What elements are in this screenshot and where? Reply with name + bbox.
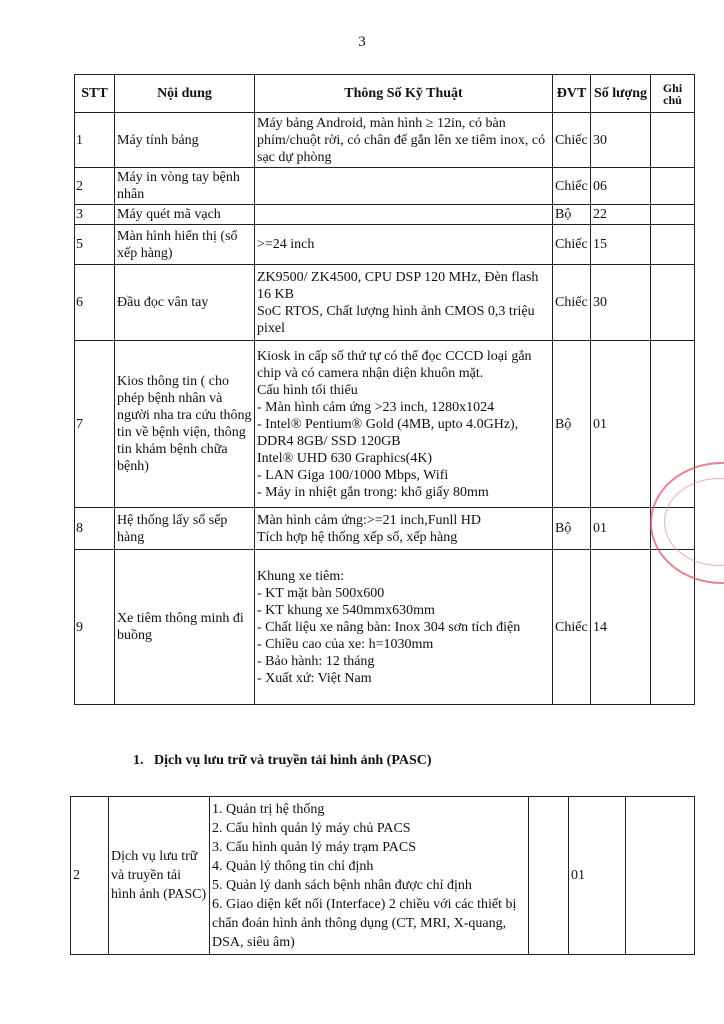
- row-specs: Máy bảng Android, màn hình ≥ 12in, có bàn phím/chuột rời, có chân đế gắn lên xe tiêm inox, có sạc dự phòng: [255, 113, 553, 168]
- row-stt: 9: [75, 550, 115, 705]
- row-quantity: 01: [591, 341, 651, 508]
- row-unit: Bộ: [553, 341, 591, 508]
- row-notes: [651, 205, 695, 225]
- row-content: Kios thông tin ( cho phép bệnh nhân và người nha tra cứu thông tin về bệnh viện, thông tin khám bệnh chữa bệnh): [115, 341, 255, 508]
- row-quantity: 30: [591, 113, 651, 168]
- pacs-service-table: [70, 796, 695, 955]
- row-unit: Bộ: [553, 205, 591, 225]
- table-row: [75, 225, 695, 265]
- pacs-stt: 2: [71, 797, 109, 955]
- row-content: Máy quét mã vạch: [115, 205, 255, 225]
- row-notes: [651, 113, 695, 168]
- row-unit: Chiếc: [553, 168, 591, 205]
- row-stt: 5: [75, 225, 115, 265]
- row-notes: [651, 168, 695, 205]
- section-heading: [133, 753, 432, 769]
- table-row: [75, 205, 695, 225]
- table-row: [75, 265, 695, 341]
- row-content: Màn hình hiển thị (số xếp hàng): [115, 225, 255, 265]
- section-title: Dịch vụ lưu trữ và truyền tải hình ảnh (PASC): [154, 753, 432, 768]
- row-notes: [651, 225, 695, 265]
- row-stt: 3: [75, 205, 115, 225]
- header-unit: ĐVT: [553, 75, 591, 113]
- row-unit: Bộ: [553, 508, 591, 550]
- pacs-quantity: 01: [569, 797, 626, 955]
- row-quantity: 01: [591, 508, 651, 550]
- row-content: Đầu đọc vân tay: [115, 265, 255, 341]
- equipment-spec-table: [74, 74, 695, 705]
- header-quantity: Số lượng: [591, 75, 651, 113]
- row-stt: 7: [75, 341, 115, 508]
- page-number: 3: [358, 34, 366, 50]
- table-row: [75, 341, 695, 508]
- row-unit: Chiếc: [553, 113, 591, 168]
- row-specs: [255, 205, 553, 225]
- table-row: [75, 508, 695, 550]
- table-row: [75, 550, 695, 705]
- table-row: [75, 168, 695, 205]
- row-unit: Chiếc: [553, 265, 591, 341]
- row-content: Hệ thống lấy số sếp hàng: [115, 508, 255, 550]
- header-specs: Thông Số Kỹ Thuật: [255, 75, 553, 113]
- pacs-notes: [626, 797, 695, 955]
- header-content: Nội dung: [115, 75, 255, 113]
- row-specs: Kiosk in cấp số thứ tự có thể đọc CCCD loại gắn chip và có camera nhận diện khuôn mặt. Cấu hình tối thiểu - Màn hình cảm ứng >23 inch, 1280x1024 - Intel® Pentium® Gold (4MB, upto 4.0GHz), DDR4 8GB/ SSD 120GB Intel® UHD 630 Graphics(4K) - LAN Giga 100/1000 Mbps, Wifi - Máy in nhiệt gắn trong: khổ giấy 80mm: [255, 341, 553, 508]
- table-row: [71, 797, 695, 955]
- row-specs: ZK9500/ ZK4500, CPU DSP 120 MHz, Đèn flash 16 KB SoC RTOS, Chất lượng hình ảnh CMOS 0,3 triệu pixel: [255, 265, 553, 341]
- row-quantity: 06: [591, 168, 651, 205]
- row-stt: 2: [75, 168, 115, 205]
- row-specs: >=24 inch: [255, 225, 553, 265]
- pacs-content: Dịch vụ lưu trữ và truyền tải hình ảnh (PASC): [109, 797, 210, 955]
- pacs-specs: 1. Quản trị hệ thống 2. Cấu hình quản lý máy chủ PACS 3. Cấu hình quản lý máy trạm PACS 4. Quản lý thông tin chỉ định 5. Quản lý danh sách bệnh nhân được chỉ định 6. Giao diện kết nối (Interface) 2 chiều với các thiết bị chẩn đoán hình ảnh thông dụng (CT, MRI, X-quang, DSA, siêu âm): [210, 797, 529, 955]
- table-row: [75, 113, 695, 168]
- row-stt: 6: [75, 265, 115, 341]
- row-stt: 8: [75, 508, 115, 550]
- pacs-unit: [529, 797, 569, 955]
- row-content: Xe tiêm thông minh đi buồng: [115, 550, 255, 705]
- row-notes: [651, 265, 695, 341]
- header-stt: STT: [75, 75, 115, 113]
- row-specs: Màn hình cảm ứng:>=21 inch,Funll HD Tích hợp hệ thống xếp số, xếp hàng: [255, 508, 553, 550]
- row-stt: 1: [75, 113, 115, 168]
- row-quantity: 22: [591, 205, 651, 225]
- section-number: 1.: [133, 753, 144, 768]
- table-header-row: [75, 75, 695, 113]
- row-quantity: 14: [591, 550, 651, 705]
- header-notes: Ghi chú: [651, 75, 695, 113]
- row-specs: Khung xe tiêm: - KT mặt bàn 500x600 - KT khung xe 540mmx630mm - Chất liệu xe nâng bàn: Inox 304 sơn tích điện - Chiều cao của xe: h=1030mm - Bảo hành: 12 tháng - Xuất xứ: Việt Nam: [255, 550, 553, 705]
- row-unit: Chiếc: [553, 225, 591, 265]
- row-content: Máy tính bảng: [115, 113, 255, 168]
- row-quantity: 30: [591, 265, 651, 341]
- row-content: Máy in vòng tay bệnh nhân: [115, 168, 255, 205]
- row-specs: [255, 168, 553, 205]
- row-quantity: 15: [591, 225, 651, 265]
- row-unit: Chiếc: [553, 550, 591, 705]
